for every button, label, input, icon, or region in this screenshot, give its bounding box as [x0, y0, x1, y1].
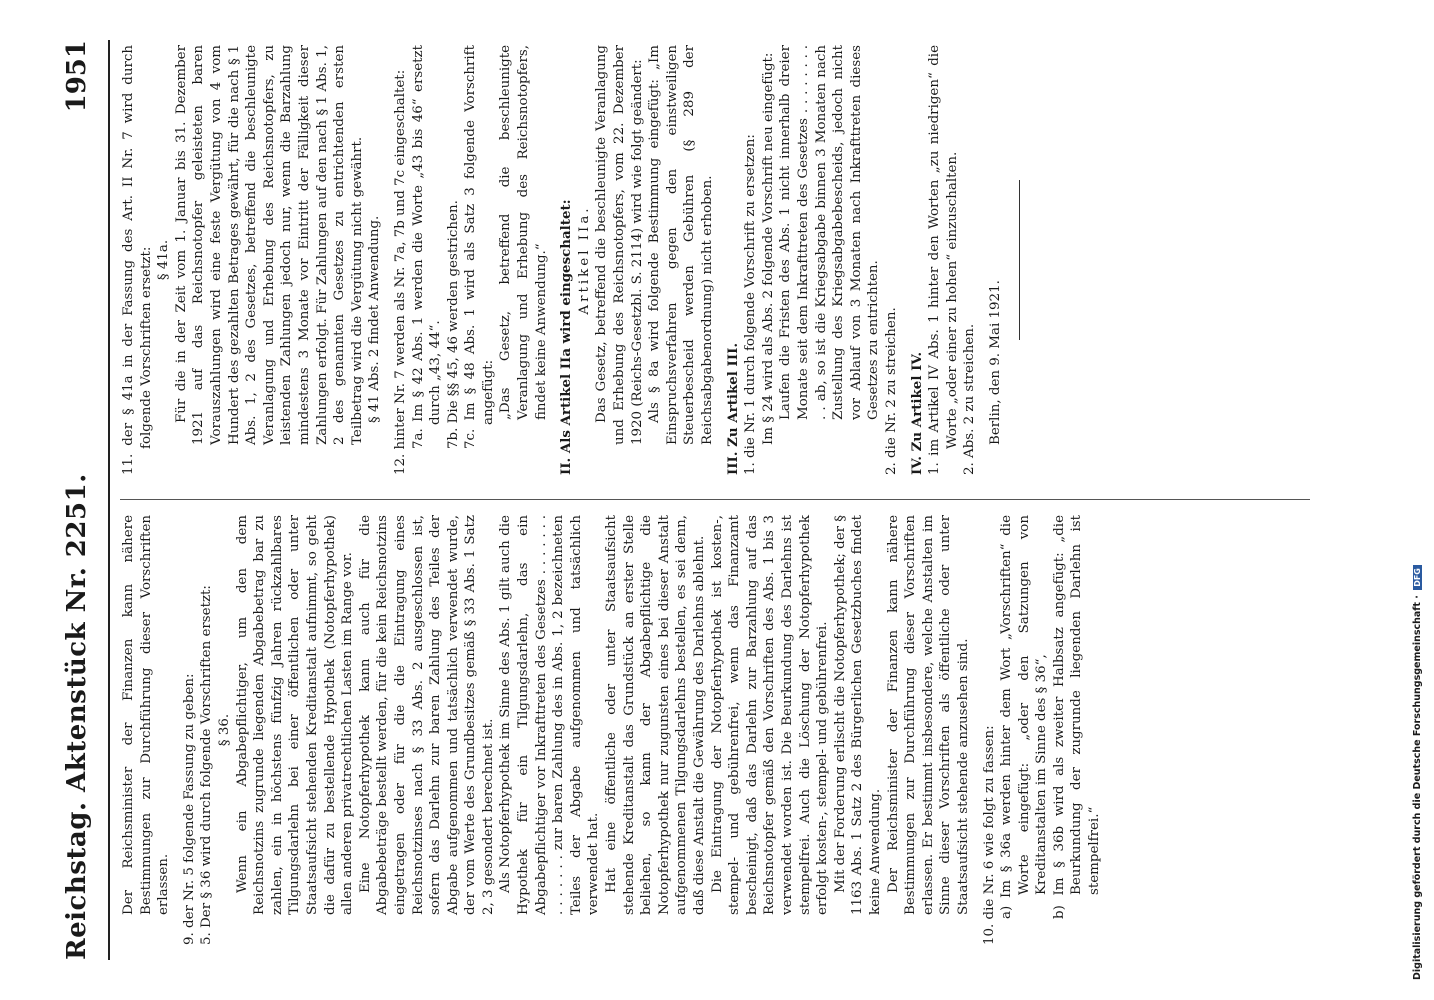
page-header: [62, 40, 112, 960]
paragraph: Mit der Forderung erlischt die Notopferhypothek; der § 1163 Abs. 1 Satz 2 des Bürgerlichen Gesetzbuches findet keine Anwendung.: [832, 515, 883, 915]
left-column: [120, 515, 1104, 945]
date-line: Berlin, den 9. Mai 1921.: [987, 280, 1003, 445]
list-item: 12. hinter Nr. 7 werden als Nr. 7a, 7b und 7c eingeschaltet:: [392, 69, 408, 475]
column-divider: [120, 499, 1310, 500]
section-heading: III. Zu Artikel III.: [724, 342, 741, 475]
list-item: 2. die Nr. 2 zu streichen.: [883, 307, 899, 475]
paragraph: Im § 24 wird als Abs. 2 folgende Vorschrift neu eingefügt:: [760, 52, 776, 445]
side-note: [1410, 20, 1430, 980]
paragraph: Laufen die Fristen des Abs. 1 nicht innerhalb dreier Monate seit dem Inkrafttreten des Gesetzes . . . . . . . . . . ab, so ist die Kriegsabgabe binnen 3 Monaten nach Zustellung des Kriegsabgabebescheids, jedoch nicht vor Ablauf von 3 Monaten nach Inkrafttreten dieses Gesetzes zu entrichten.: [778, 45, 882, 420]
list-item: b) Im § 36b wird als zweiter Halbsatz angefügt: „die Beurkundung der zugrunde liegenden Darlehn ist stempelfrei.“: [1051, 515, 1103, 919]
paragraph: Das Gesetz, betreffend die beschleunigte Veranlagung und Erhebung des Reichsnotopfers, vom 22. Dezember 1920 (Reichs-Gesetzbl. S. 2114) wird wie folgt geändert:: [594, 45, 645, 445]
list-item: 1. die Nr. 1 durch folgende Vorschrift zu ersetzen:: [743, 134, 759, 475]
list-item: 7a. Im § 42 Abs. 1 werden die Worte „43 bis 46“ ersetzt durch „43, 44“.: [410, 45, 444, 449]
paragraph: Eine Notopferhypothek kann auch für die Abgabebeträge bestellt werden, für die kein Reichsnotzins eingetragen oder für die die Eintragung eines Reichsnotzinses nach § 33 Abs. 2 ausgeschlossen ist, sofern das Darlehn zur baren Zahlung des Teiles der Abgabe aufgenommen und tatsächlich verwendet wurde, der vom Werte des Grundbesitzes gemäß § 33 Abs. 1 Satz 2, 3 gesondert berechnet ist.: [357, 515, 496, 915]
list-item: 10. die Nr. 6 wie folgt zu fassen:: [981, 725, 997, 945]
list-item: 2. Abs. 2 zu streichen.: [962, 323, 978, 475]
list-item: 9. der Nr. 5 folgende Fassung zu geben:: [181, 673, 197, 945]
right-column: [120, 45, 1020, 475]
list-item: 11. der § 41a in der Fassung des Art. II Nr. 7 wird durch folgende Vorschriften ersetzt:: [121, 45, 154, 475]
section-heading: Artikel IIa.: [576, 205, 592, 315]
paragraph: Der Reichsminister der Finanzen kann nähere Bestimmungen zur Durchführung dieser Vorschriften erlassen. Er bestimmt insbesondere, welche Anstalten im Sinne dieser Vorschriften als öffentliche oder unter Staatsaufsicht stehende anzusehen sind.: [885, 515, 971, 915]
section-heading: § 41a.: [156, 239, 172, 281]
dfg-logo: DFG: [1413, 565, 1422, 590]
paragraph: Der Reichsminister der Finanzen kann nähere Bestimmungen zur Durchführung dieser Vorschriften erlassen.: [121, 515, 172, 915]
paragraph: § 41 Abs. 2 findet Anwendung.: [367, 215, 383, 423]
header-title: Reichstag. Aktenstück Nr. 2251.: [62, 473, 92, 960]
page-number: 1951: [62, 40, 92, 113]
section-heading: II. Als Artikel IIa wird eingeschaltet:: [558, 199, 575, 475]
list-item: a) Im § 36a werden hinter dem Wort „Vorschriften“ die Worte eingefügt: „oder den Satzungen von Kreditanstalten im Sinne des § 36“,: [999, 515, 1050, 919]
list-item: 5. Der § 36 wird durch folgende Vorschriften ersetzt:: [199, 585, 215, 945]
header-rule: [108, 40, 110, 960]
paragraph: Als Notopferhypothek im Sinne des Abs. 1 gilt auch die Hypothek für ein Tilgungsdarlehn, das ein Abgabepflichtiger vor Inkrafttreten des Gesetzes . . . . . . . . . . . . . . zur baren Zahlung des in Abs. 1, 2 bezeichneten Teiles der Abgabe aufgenommen und tatsächlich verwendet hat.: [498, 515, 602, 915]
list-item: 7c. Im § 48 Abs. 1 wird als Satz 3 folgende Vorschrift angefügt:: [463, 45, 496, 449]
section-heading: IV. Zu Artikel IV.: [908, 351, 925, 475]
signature-rule: [1019, 180, 1020, 340]
side-note-text: Digitalisierung gefördert durch die Deutsche Forschungsgemeinschaft ·: [1412, 591, 1423, 980]
list-item: 1. im Artikel IV Abs. 1 hinter den Worten „zu niedrigen“ die Worte „oder einer zu hohen“ einzuschalten.: [927, 45, 960, 475]
paragraph: Die Eintragung der Notopferhypothek ist kosten-, stempel- und gebührenfrei, wenn das Finanzamt bescheinigt, daß das Darlehn zur Barzahlung auf das Reichsnotopfer gemäß den Vorschriften des Abs. 1 bis 3 verwendet worden ist. Die Beurkundung des Darlehns ist stempelfrei. Auch die Löschung der Notopferhypothek erfolgt kosten-, stempel- und gebührenfrei.: [709, 515, 831, 915]
list-item: 7b. Die §§ 45, 46 werden gestrichen.: [445, 200, 461, 449]
paragraph: Hat eine öffentliche oder unter Staatsaufsicht stehende Kreditanstalt das Grundstück an erster Stelle beliehen, so kann der Abgabepflichtige die Notopferhypothek nur zugunsten eines bei dieser Anstalt aufgenommenen Tilgungsdarlehns bestellen, es sei denn, daß diese Anstalt die Gewährung des Darlehns ablehnt.: [604, 515, 707, 915]
section-heading: § 36.: [216, 713, 232, 747]
paragraph: Wenn ein Abgabepflichtiger, um den dem Reichsnotzins zugrunde liegenden Abgabebetrag bar zu zahlen, ein in höchstens fünfzig Jahren rückzahlbares Tilgungsdarlehn bei einer öffentlichen oder unter Staatsaufsicht stehenden Kreditanstalt aufnimmt, so geht die dafür zu bestellende Hypothek (Notopferhypothek) allen anderen privatrechtlichen Lasten im Range vor.: [234, 515, 356, 915]
paragraph: „Das Gesetz, betreffend die beschleunigte Veranlagung und Erhebung des Reichsnotopfers, findet keine Anwendung.“: [498, 45, 549, 420]
paragraph: Für die in der Zeit vom 1. Januar bis 31. Dezember 1921 auf das Reichsnotopfer geleisteten baren Vorauszahlungen wird eine feste Vergütung von 4 vom Hundert des gezahlten Betrages gewährt, für die nach § 1 Abs. 1, 2 des Gesetzes, betreffend die beschleunigte Veranlagung und Erhebung des Reichsnotopfers, zu leistenden Zahlungen jedoch nur, wenn die Barzahlung mindestens 3 Monate vor Eintritt der Fälligkeit dieser Zahlungen erfolgt. Für Zahlungen auf den nach § 1 Abs. 1, 2 des genannten Gesetzes zu entrichtenden ersten Teilbetrag wird die Vergütung nicht gewährt.: [173, 45, 365, 445]
paragraph: Als § 8a wird folgende Bestimmung eingefügt: „Im Einspruchsverfahren gegen den einstweiligen Steuerbescheid werden Gebühren (§ 289 der Reichsabgabenordnung) nicht erhoben.: [647, 45, 715, 445]
